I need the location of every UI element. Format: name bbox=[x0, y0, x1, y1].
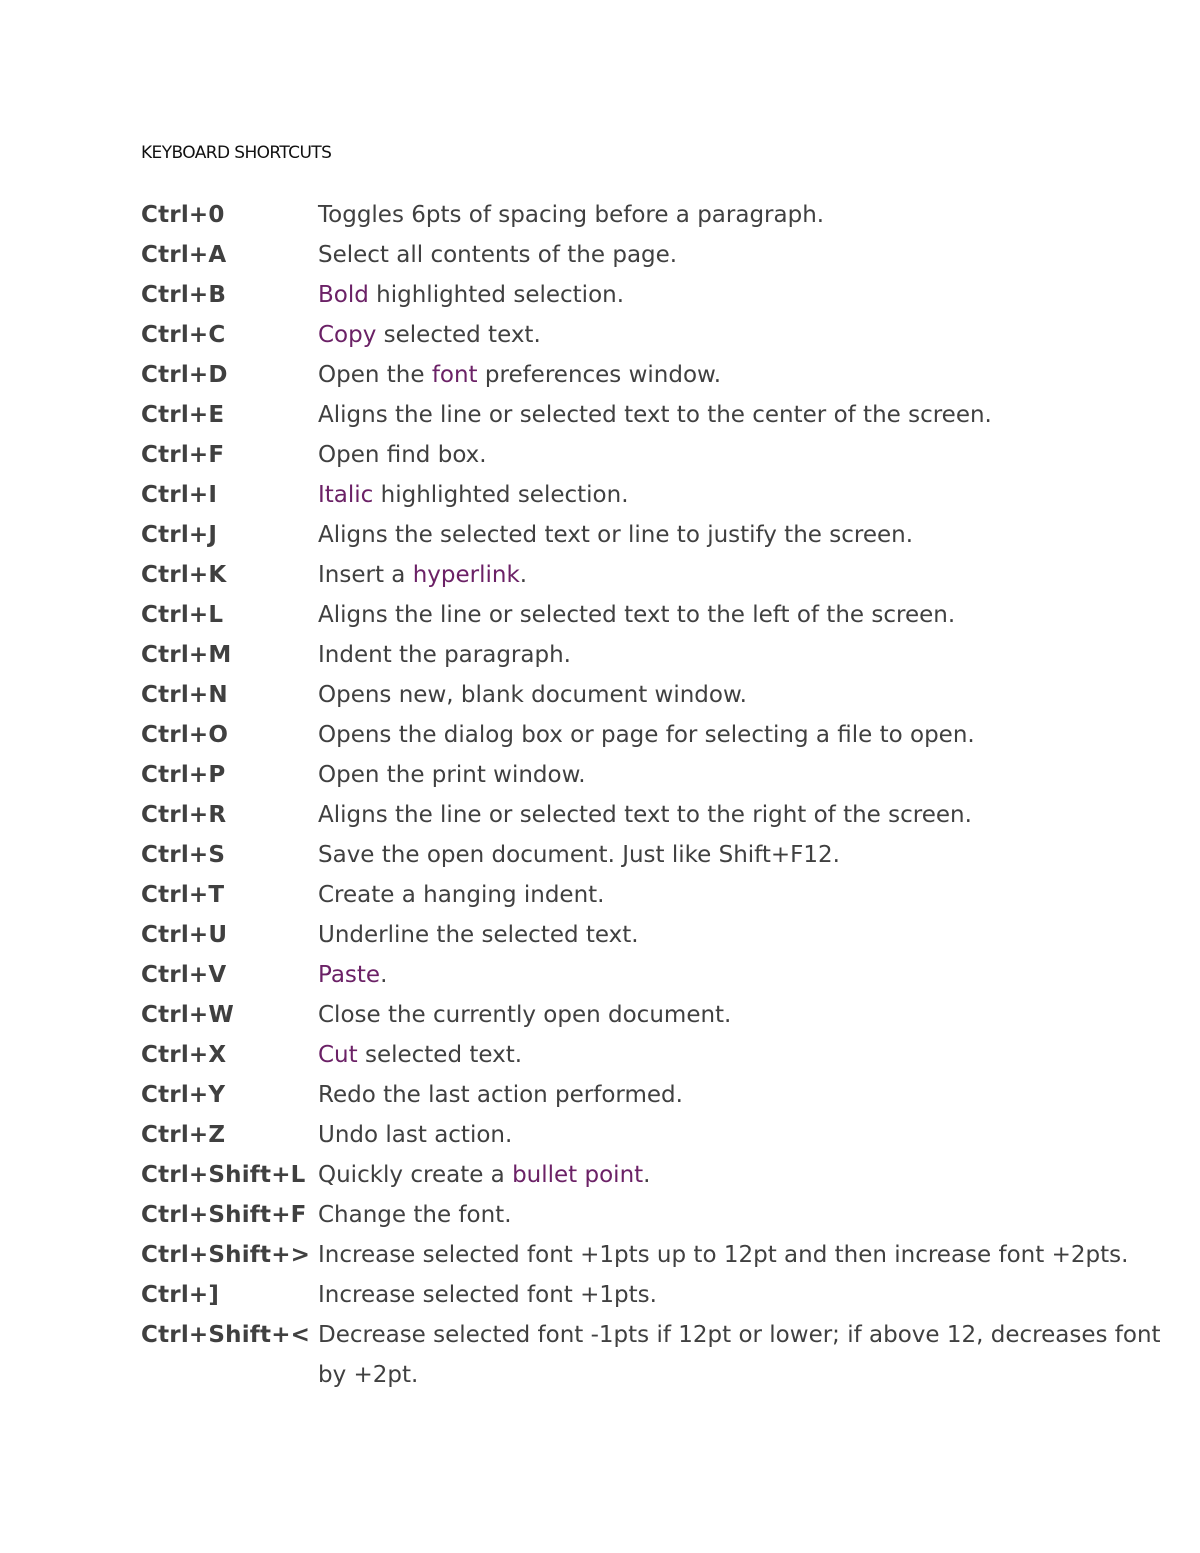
shortcut-key: Ctrl+R bbox=[141, 802, 227, 828]
description-text: Increase selected font +1pts up to 12pt and then increase font +2pts. bbox=[318, 1242, 1129, 1268]
shortcut-key: Ctrl+B bbox=[141, 282, 227, 308]
hyperlink[interactable]: hyperlink bbox=[412, 562, 520, 588]
shortcut-description bbox=[318, 715, 1181, 755]
shortcut-description bbox=[318, 475, 1181, 515]
shortcut-row bbox=[141, 835, 1181, 875]
shortcut-key: Ctrl+Y bbox=[141, 1082, 226, 1108]
description-text: Open find box. bbox=[318, 442, 487, 468]
shortcut-row bbox=[141, 715, 1181, 755]
shortcut-key: Ctrl+J bbox=[141, 522, 218, 548]
description-text: Select all contents of the page. bbox=[318, 242, 678, 268]
description-text: selected text. bbox=[376, 322, 541, 348]
description-text: preferences window. bbox=[477, 362, 722, 388]
hyperlink[interactable]: Bold bbox=[318, 282, 369, 308]
description-text: Decrease selected font -1pts if 12pt or lower; if above 12, decreases font by +2pt. bbox=[318, 1322, 1161, 1388]
description-text: Close the currently open document. bbox=[318, 1002, 732, 1028]
shortcut-row bbox=[141, 1235, 1181, 1275]
description-text: Aligns the line or selected text to the right of the screen. bbox=[318, 802, 972, 828]
shortcut-description bbox=[318, 955, 1181, 995]
description-text: Create a hanging indent. bbox=[318, 882, 605, 908]
description-text: . bbox=[380, 962, 388, 988]
shortcut-row bbox=[141, 555, 1181, 595]
description-text: Aligns the line or selected text to the left of the screen. bbox=[318, 602, 956, 628]
shortcut-row bbox=[141, 355, 1181, 395]
shortcut-row bbox=[141, 795, 1181, 835]
shortcut-row bbox=[141, 755, 1181, 795]
shortcut-row bbox=[141, 1155, 1181, 1195]
hyperlink[interactable]: font bbox=[431, 362, 478, 388]
hyperlink[interactable]: Paste bbox=[318, 962, 381, 988]
shortcut-description bbox=[318, 315, 1181, 355]
shortcut-description bbox=[318, 1315, 1181, 1395]
shortcut-description bbox=[318, 1195, 1181, 1235]
description-text: Increase selected font +1pts. bbox=[318, 1282, 657, 1308]
description-text: Quickly create a bbox=[318, 1162, 513, 1188]
shortcut-description bbox=[318, 275, 1181, 315]
description-text: Redo the last action performed. bbox=[318, 1082, 683, 1108]
description-text: Save the open document. Just like Shift+F12. bbox=[318, 842, 840, 868]
shortcut-row bbox=[141, 595, 1181, 635]
shortcut-description bbox=[318, 795, 1181, 835]
shortcut-row bbox=[141, 475, 1181, 515]
description-text: Toggles 6pts of spacing before a paragraph. bbox=[318, 202, 825, 228]
shortcut-row bbox=[141, 635, 1181, 675]
shortcut-key: Ctrl+O bbox=[141, 722, 229, 748]
shortcut-key: Ctrl+Shift+< bbox=[141, 1322, 311, 1348]
description-text: Aligns the line or selected text to the center of the screen. bbox=[318, 402, 992, 428]
shortcut-key: Ctrl+I bbox=[141, 482, 218, 508]
shortcut-key: Ctrl+Shift+L bbox=[141, 1162, 306, 1188]
shortcut-row bbox=[141, 235, 1181, 275]
shortcut-row bbox=[141, 875, 1181, 915]
shortcut-description bbox=[318, 1155, 1181, 1195]
shortcut-description bbox=[318, 1115, 1181, 1155]
description-text: Open the print window. bbox=[318, 762, 586, 788]
shortcut-description bbox=[318, 1235, 1181, 1275]
description-text: Open the bbox=[318, 362, 432, 388]
shortcut-row bbox=[141, 435, 1181, 475]
shortcut-description bbox=[318, 235, 1181, 275]
shortcut-description bbox=[318, 755, 1181, 795]
shortcut-key: Ctrl+W bbox=[141, 1002, 234, 1028]
shortcut-key: Ctrl+U bbox=[141, 922, 228, 948]
shortcut-key: Ctrl+D bbox=[141, 362, 228, 388]
shortcut-key: Ctrl+S bbox=[141, 842, 226, 868]
shortcut-row bbox=[141, 915, 1181, 955]
description-text: selected text. bbox=[357, 1042, 523, 1068]
description-text: highlighted selection. bbox=[373, 482, 629, 508]
shortcut-key: Ctrl+N bbox=[141, 682, 228, 708]
description-text: Opens new, blank document window. bbox=[318, 682, 747, 708]
shortcut-description bbox=[318, 915, 1181, 955]
shortcut-description bbox=[318, 1035, 1181, 1075]
shortcut-description bbox=[318, 435, 1181, 475]
shortcut-key: Ctrl+L bbox=[141, 602, 224, 628]
shortcut-row bbox=[141, 315, 1181, 355]
shortcut-description bbox=[318, 595, 1181, 635]
shortcut-row bbox=[141, 275, 1181, 315]
shortcut-key: Ctrl+P bbox=[141, 762, 226, 788]
description-text: . bbox=[643, 1162, 651, 1188]
shortcut-row bbox=[141, 1035, 1181, 1075]
description-text: Opens the dialog box or page for selecting a file to open. bbox=[318, 722, 975, 748]
shortcut-key: Ctrl+M bbox=[141, 642, 232, 668]
shortcut-row bbox=[141, 955, 1181, 995]
shortcut-row bbox=[141, 995, 1181, 1035]
description-text: Indent the paragraph. bbox=[318, 642, 571, 668]
shortcut-description bbox=[318, 195, 1181, 235]
shortcut-key: Ctrl+Shift+> bbox=[141, 1242, 311, 1268]
shortcut-key: Ctrl+X bbox=[141, 1042, 227, 1068]
description-text: . bbox=[519, 562, 528, 588]
shortcut-key: Ctrl+F bbox=[141, 442, 225, 468]
shortcut-key: Ctrl+] bbox=[141, 1282, 220, 1308]
shortcut-key: Ctrl+Z bbox=[141, 1122, 226, 1148]
shortcut-key: Ctrl+K bbox=[141, 562, 227, 588]
shortcut-key: Ctrl+A bbox=[141, 242, 227, 268]
shortcut-description bbox=[318, 555, 1181, 595]
shortcut-key: Ctrl+T bbox=[141, 882, 225, 908]
shortcut-description bbox=[318, 1275, 1181, 1315]
shortcut-row bbox=[141, 1075, 1181, 1115]
shortcut-row bbox=[141, 395, 1181, 435]
shortcut-row bbox=[141, 515, 1181, 555]
shortcut-description bbox=[318, 995, 1181, 1035]
shortcut-description bbox=[318, 835, 1181, 875]
shortcut-key: Ctrl+V bbox=[141, 962, 227, 988]
hyperlink[interactable]: Italic bbox=[318, 482, 374, 508]
shortcut-list bbox=[141, 195, 1181, 1395]
shortcut-row bbox=[141, 1115, 1181, 1155]
description-text: highlighted selection. bbox=[368, 282, 625, 308]
shortcut-row bbox=[141, 1315, 1181, 1395]
shortcut-row bbox=[141, 1275, 1181, 1315]
shortcut-key: Ctrl+Shift+F bbox=[141, 1202, 307, 1228]
shortcut-description bbox=[318, 675, 1181, 715]
hyperlink[interactable]: Cut bbox=[318, 1042, 358, 1068]
shortcut-description bbox=[318, 515, 1181, 555]
shortcut-row bbox=[141, 675, 1181, 715]
hyperlink[interactable]: Copy bbox=[318, 322, 377, 348]
shortcut-row bbox=[141, 1195, 1181, 1235]
description-text: Underline the selected text. bbox=[318, 922, 639, 948]
description-text: Change the font. bbox=[318, 1202, 512, 1228]
shortcut-description bbox=[318, 635, 1181, 675]
description-text: Undo last action. bbox=[318, 1122, 513, 1148]
shortcut-description bbox=[318, 355, 1181, 395]
hyperlink[interactable]: bullet point bbox=[512, 1162, 644, 1188]
shortcut-row bbox=[141, 195, 1181, 235]
page-title: KEYBOARD SHORTCUTS bbox=[141, 143, 332, 163]
description-text: Aligns the selected text or line to justify the screen. bbox=[318, 522, 914, 548]
shortcut-key: Ctrl+C bbox=[141, 322, 226, 348]
shortcut-description bbox=[318, 395, 1181, 435]
shortcut-description bbox=[318, 1075, 1181, 1115]
shortcut-key: Ctrl+E bbox=[141, 402, 225, 428]
shortcut-description bbox=[318, 875, 1181, 915]
description-text: Insert a bbox=[318, 562, 413, 588]
shortcut-key: Ctrl+0 bbox=[141, 202, 225, 228]
